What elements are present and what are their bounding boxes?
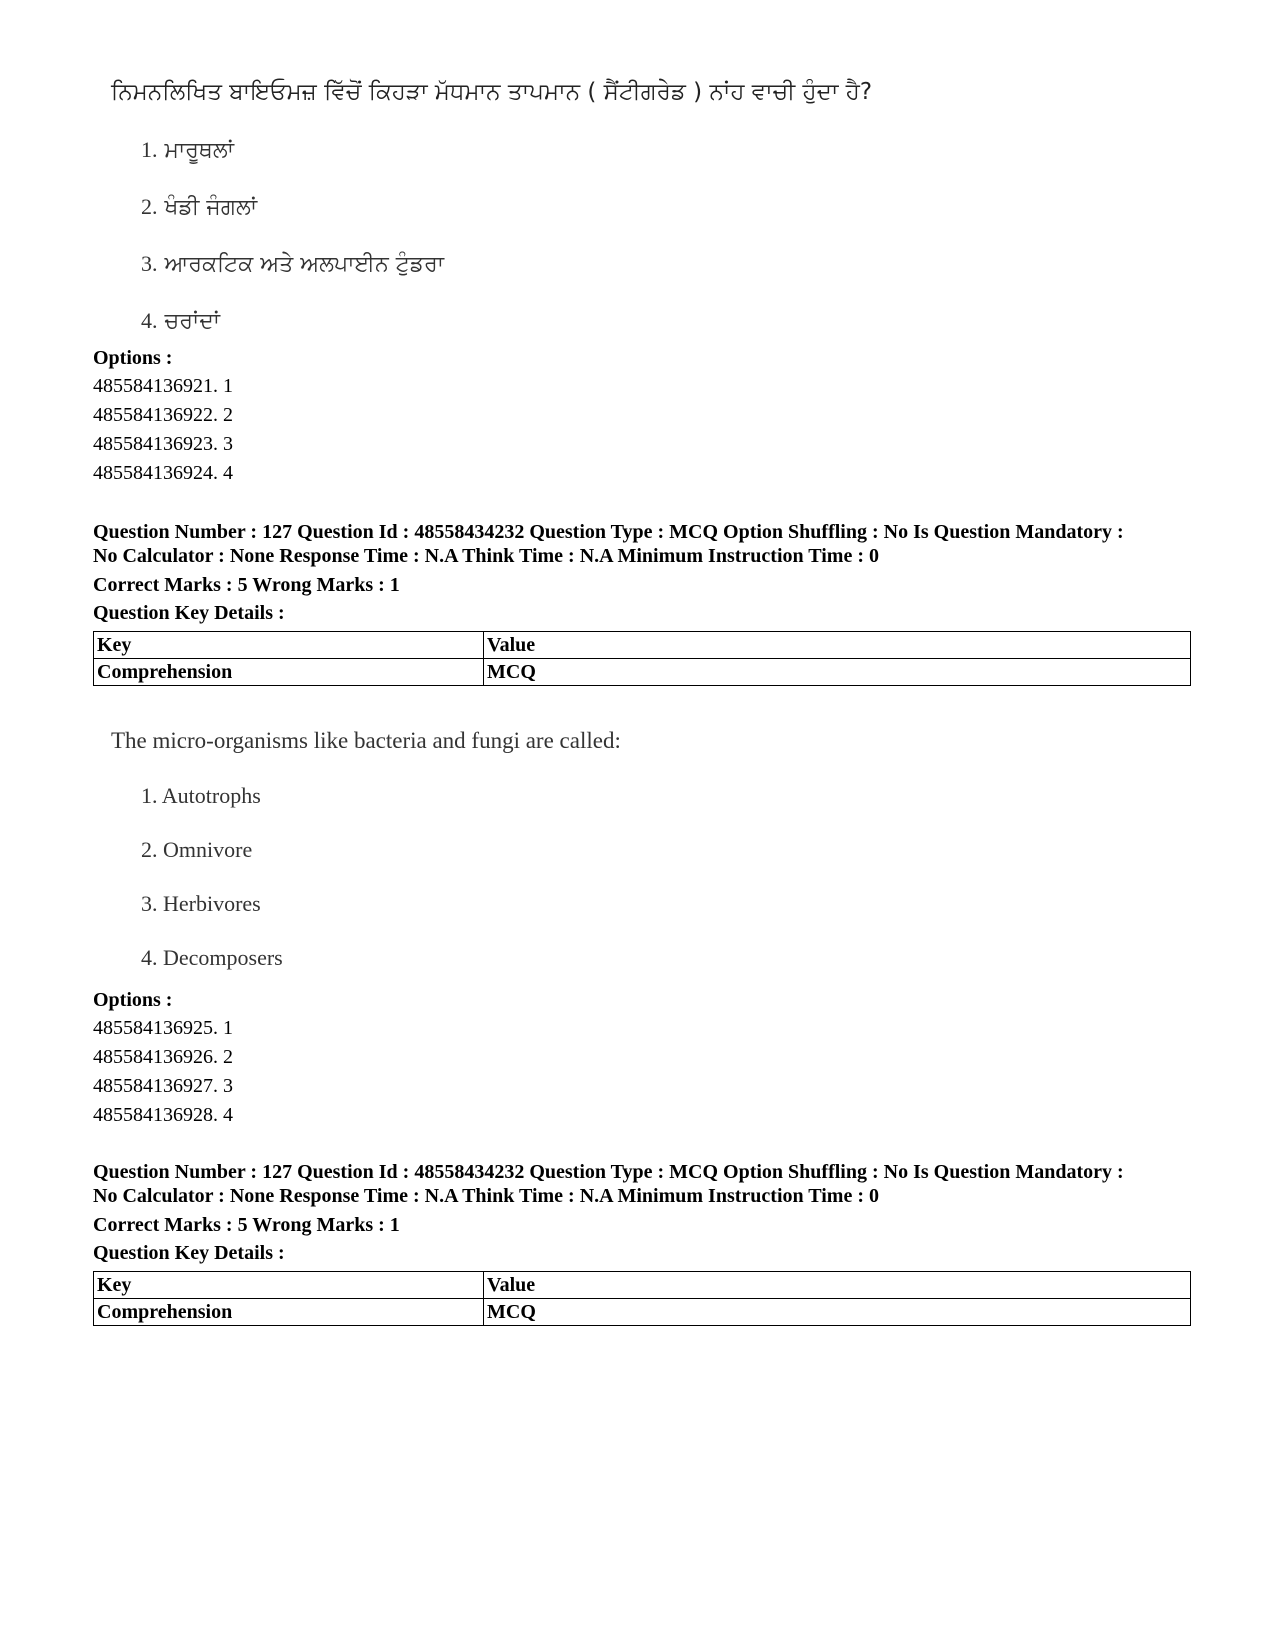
- marks-line: Correct Marks : 5 Wrong Marks : 1: [93, 574, 400, 596]
- question-choices: [93, 774, 1193, 990]
- table-header-row: [94, 1272, 1191, 1299]
- option-item: 485584136923. 3: [93, 433, 233, 455]
- table-row: [94, 1299, 1191, 1326]
- question-meta-line: Question Number : 127 Question Id : 48558434232 Question Type : MCQ Option Shuffling : No Is Question Mandatory :: [93, 1161, 1124, 1183]
- table-header-row: [94, 632, 1191, 659]
- question-choice: 4. ਚਰਾਂਦਾਂ: [141, 308, 220, 334]
- question-stem: The micro-organisms like bacteria and fungi are called:: [111, 728, 621, 753]
- question-metadata: [93, 520, 1193, 686]
- question-image-english: [93, 724, 1193, 990]
- table-header-value: Value: [484, 1272, 1191, 1299]
- key-details-title: Question Key Details :: [93, 1242, 285, 1264]
- table-cell-key: Comprehension: [94, 1299, 484, 1326]
- option-item: 485584136928. 4: [93, 1104, 233, 1126]
- option-item: 485584136927. 3: [93, 1075, 233, 1097]
- question-meta-line: No Calculator : None Response Time : N.A Think Time : N.A Minimum Instruction Time : 0: [93, 545, 879, 567]
- question-choice: 2. Omnivore: [141, 837, 253, 862]
- question-metadata: [93, 1160, 1193, 1326]
- table-cell-key: Comprehension: [94, 659, 484, 686]
- marks-line: Correct Marks : 5 Wrong Marks : 1: [93, 1214, 400, 1236]
- options-list: [93, 986, 233, 1130]
- question-choice: 2. ਖੰਡੀ ਜੰਗਲਾਂ: [141, 194, 258, 220]
- question-choice: 1. ਮਾਰੂਥਲਾਂ: [141, 137, 234, 163]
- question-choices: [93, 128, 1193, 356]
- table-cell-value: MCQ: [484, 1299, 1191, 1326]
- key-details-title: Question Key Details :: [93, 602, 285, 624]
- option-item: 485584136924. 4: [93, 462, 233, 484]
- options-title: Options :: [93, 347, 173, 369]
- key-details-table: [93, 1271, 1191, 1326]
- question-stem: ਨਿਮਨਲਿਖਿਤ ਬਾਇਓਮਜ਼ ਵਿੱਚੋਂ ਕਿਹੜਾ ਮੱਧਮਾਨ ਤਾਪਮਾਨ ( ਸੈਂਟੀਗਰੇਡ ) ਨਾਂਹ ਵਾਚੀ ਹੁੰਦਾ ਹੈ?: [111, 79, 873, 105]
- option-item: 485584136921. 1: [93, 375, 233, 397]
- table-header-key: Key: [94, 1272, 484, 1299]
- question-meta-line: No Calculator : None Response Time : N.A Think Time : N.A Minimum Instruction Time : 0: [93, 1185, 879, 1207]
- options-title: Options :: [93, 989, 173, 1011]
- key-details-table: [93, 631, 1191, 686]
- question-choice: 1. Autotrophs: [141, 783, 261, 808]
- question-choice: 4. Decomposers: [141, 945, 283, 970]
- options-list: [93, 344, 233, 488]
- question-meta-line: Question Number : 127 Question Id : 48558434232 Question Type : MCQ Option Shuffling : No Is Question Mandatory :: [93, 521, 1124, 543]
- option-item: 485584136922. 2: [93, 404, 233, 426]
- table-cell-value: MCQ: [484, 659, 1191, 686]
- question-image-punjabi: [93, 72, 1193, 356]
- option-item: 485584136926. 2: [93, 1046, 233, 1068]
- option-item: 485584136925. 1: [93, 1017, 233, 1039]
- table-header-key: Key: [94, 632, 484, 659]
- table-row: [94, 659, 1191, 686]
- question-choice: 3. Herbivores: [141, 891, 261, 916]
- question-choice: 3. ਆਰਕਟਿਕ ਅਤੇ ਅਲਪਾਈਨ ਟੁੰਡਰਾ: [141, 251, 445, 277]
- table-header-value: Value: [484, 632, 1191, 659]
